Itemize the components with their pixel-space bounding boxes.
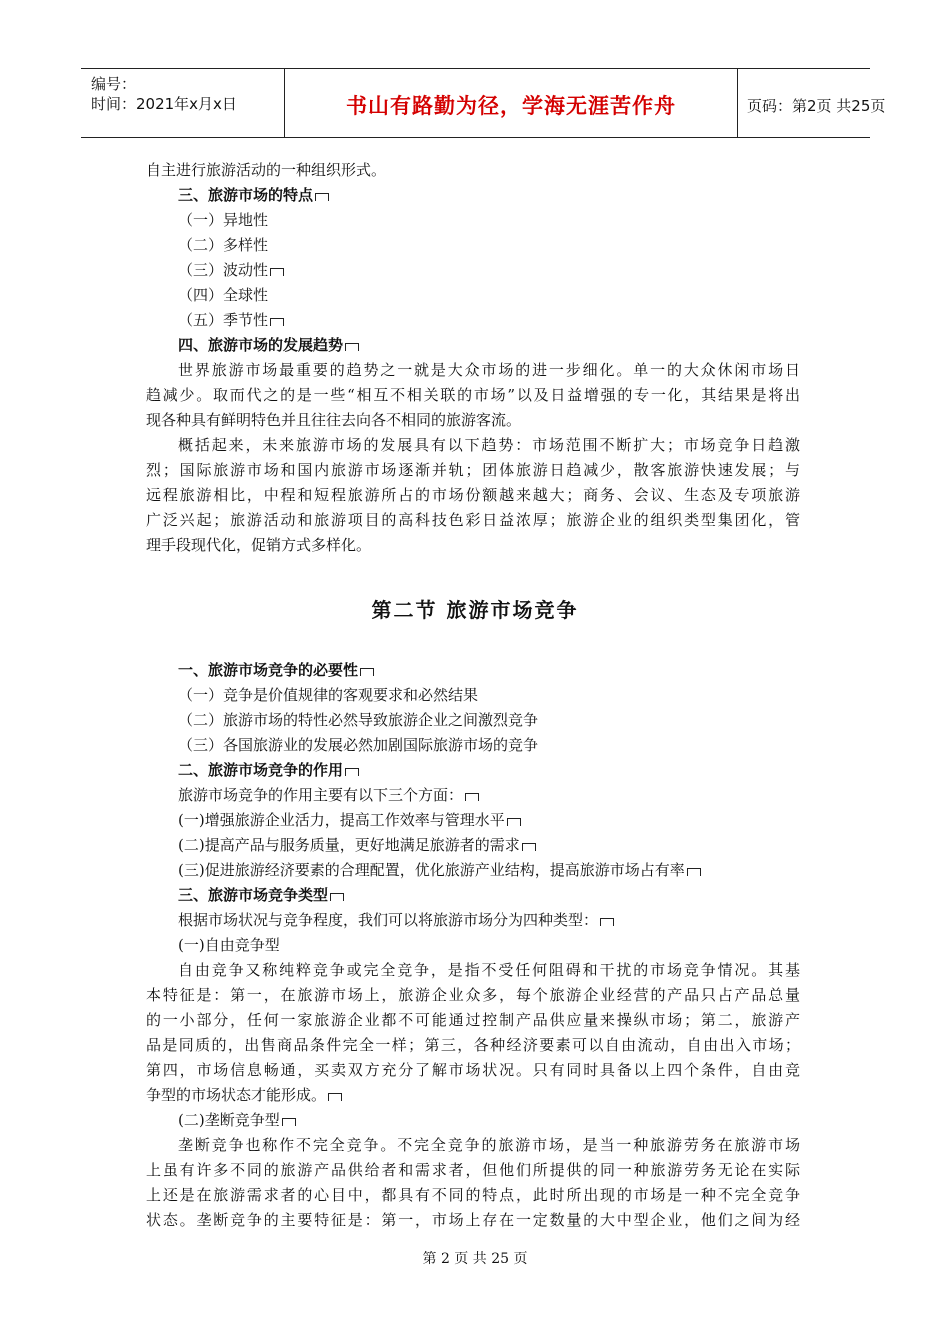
list-item: （四）全球性	[178, 286, 269, 304]
paragraph-mark-icon	[600, 918, 614, 926]
paragraph-line: 旅游市场竞争的作用主要有以下三个方面：	[178, 783, 479, 808]
paragraph-mark-icon	[522, 843, 536, 851]
paragraph-line: 品是同质的，出售商品条件完全一样；第三，各种经济要素可以自由流动，自由出入市场；	[146, 1036, 800, 1054]
list-item: （一）竞争是价值规律的客观要求和必然结果	[178, 686, 479, 704]
paragraph-mark-icon	[315, 193, 329, 201]
paragraph-mark-icon	[360, 668, 374, 676]
header-page-cell	[737, 69, 886, 137]
page-header	[81, 68, 886, 138]
paragraph-mark-icon	[328, 1093, 342, 1101]
page-info: 页码：第2页 共25页	[747, 96, 886, 115]
header-motto-cell	[284, 69, 738, 137]
list-item: (三)促进旅游经济要素的合理配置，优化旅游产业结构，提高旅游市场占有率	[178, 858, 701, 883]
heading-trends: 四、旅游市场的发展趋势	[178, 333, 359, 358]
paragraph-line: 状态。垄断竞争的主要特征是：第一，市场上存在一定数量的大中型企业，他们之间为经	[146, 1211, 800, 1229]
list-item: (一)增强旅游企业活力，提高工作效率与管理水平	[178, 808, 521, 833]
paragraph-mark-icon	[345, 343, 359, 351]
number-label: 编号：	[91, 75, 137, 93]
paragraph-line: 概括起来，未来旅游市场的发展具有以下趋势：市场范围不断扩大；市场竞争日趋激	[178, 436, 800, 454]
list-item: （一）异地性	[178, 211, 269, 229]
paragraph-line: 的一小部分，任何一家旅游企业都不可能通过控制产品供应量来操纵市场；第二，旅游产	[146, 1011, 800, 1029]
heading-necessity: 一、旅游市场竞争的必要性	[178, 658, 374, 683]
paragraph-line: 远程旅游相比，中程和短程旅游所占的市场份额越来越大；商务、会议、生态及专项旅游	[146, 486, 800, 504]
paragraph-mark-icon	[270, 318, 284, 326]
page-footer: 第 2 页 共 25 页	[422, 1251, 528, 1267]
paragraph-mark-icon	[465, 793, 479, 801]
paragraph-line: 自由竞争又称纯粹竞争或完全竞争，是指不受任何阻碍和干扰的市场竞争情况。其基	[178, 961, 800, 979]
date-label: 时间：2021年x月x日	[91, 95, 237, 113]
header-meta-cell	[81, 69, 284, 137]
paragraph-mark-icon	[345, 768, 359, 776]
list-item: (二)提高产品与服务质量，更好地满足旅游者的需求	[178, 833, 536, 858]
paragraph-mark-icon	[687, 868, 701, 876]
paragraph-line: 理手段现代化，促销方式多样化。	[146, 536, 372, 554]
paragraph-line: 趋减少。取而代之的是一些“相互不相关联的市场”以及日益增强的专一化，其结果是将出	[146, 386, 800, 404]
list-item: （二）旅游市场的特性必然导致旅游企业之间激烈竞争	[178, 711, 539, 729]
heading-features	[178, 183, 329, 208]
list-item: (一)自由竞争型	[178, 936, 280, 954]
heading-text: 三、旅游市场的特点	[178, 186, 314, 204]
paragraph-line: 广泛兴起；旅游活动和旅游项目的高科技色彩日益浓厚；旅游企业的组织类型集团化，管	[146, 511, 800, 529]
list-item: (二)垄断竞争型	[178, 1108, 296, 1133]
paragraph-line: 本特征是：第一，在旅游市场上，旅游企业众多，每个旅游企业经营的产品只占产品总量	[146, 986, 800, 1004]
paragraph-line: 根据市场状况与竞争程度，我们可以将旅游市场分为四种类型：	[178, 908, 614, 933]
paragraph-line: 上虽有许多不同的旅游产品供给者和需求者，但他们所提供的同一种旅游劳务无论在实际	[146, 1161, 800, 1179]
paragraph-mark-icon	[282, 1118, 296, 1126]
section-title: 第二节 旅游市场竞争	[371, 598, 579, 622]
heading-role: 二、旅游市场竞争的作用	[178, 758, 359, 783]
paragraph-line: 世界旅游市场最重要的趋势之一就是大众市场的进一步细化。单一的大众休闲市场日	[178, 361, 800, 379]
paragraph-line: 垄断竞争也称作不完全竞争。不完全竞争的旅游市场，是当一种旅游劳务在旅游市场	[178, 1136, 800, 1154]
motto: 书山有路勤为径，学海无涯苦作舟	[346, 94, 676, 118]
paragraph-line: 上还是在旅游需求者的心目中，都具有不同的特点，此时所出现的市场是一种不完全竞争	[146, 1186, 800, 1204]
paragraph-mark-icon	[270, 268, 284, 276]
paragraph-line: 现各种具有鲜明特色并且往往去向各不相同的旅游客流。	[146, 411, 522, 429]
paragraph-mark-icon	[330, 893, 344, 901]
list-item: （二）多样性	[178, 236, 269, 254]
list-item: （五）季节性	[178, 308, 284, 333]
list-item: （三）波动性	[178, 258, 284, 283]
paragraph-line: 烈；国际旅游市场和国内旅游市场逐渐并轨；团体旅游日趋减少，散客旅游快速发展；与	[146, 461, 800, 479]
paragraph-line: 争型的市场状态才能形成。	[146, 1083, 342, 1108]
list-item: （三）各国旅游业的发展必然加剧国际旅游市场的竞争	[178, 736, 539, 754]
paragraph-mark-icon	[507, 818, 521, 826]
body-line: 自主进行旅游活动的一种组织形式。	[146, 161, 387, 179]
heading-types: 三、旅游市场竞争类型	[178, 883, 344, 908]
paragraph-line: 第四，市场信息畅通，买卖双方充分了解市场状况。只有同时具备以上四个条件，自由竞	[146, 1061, 800, 1079]
